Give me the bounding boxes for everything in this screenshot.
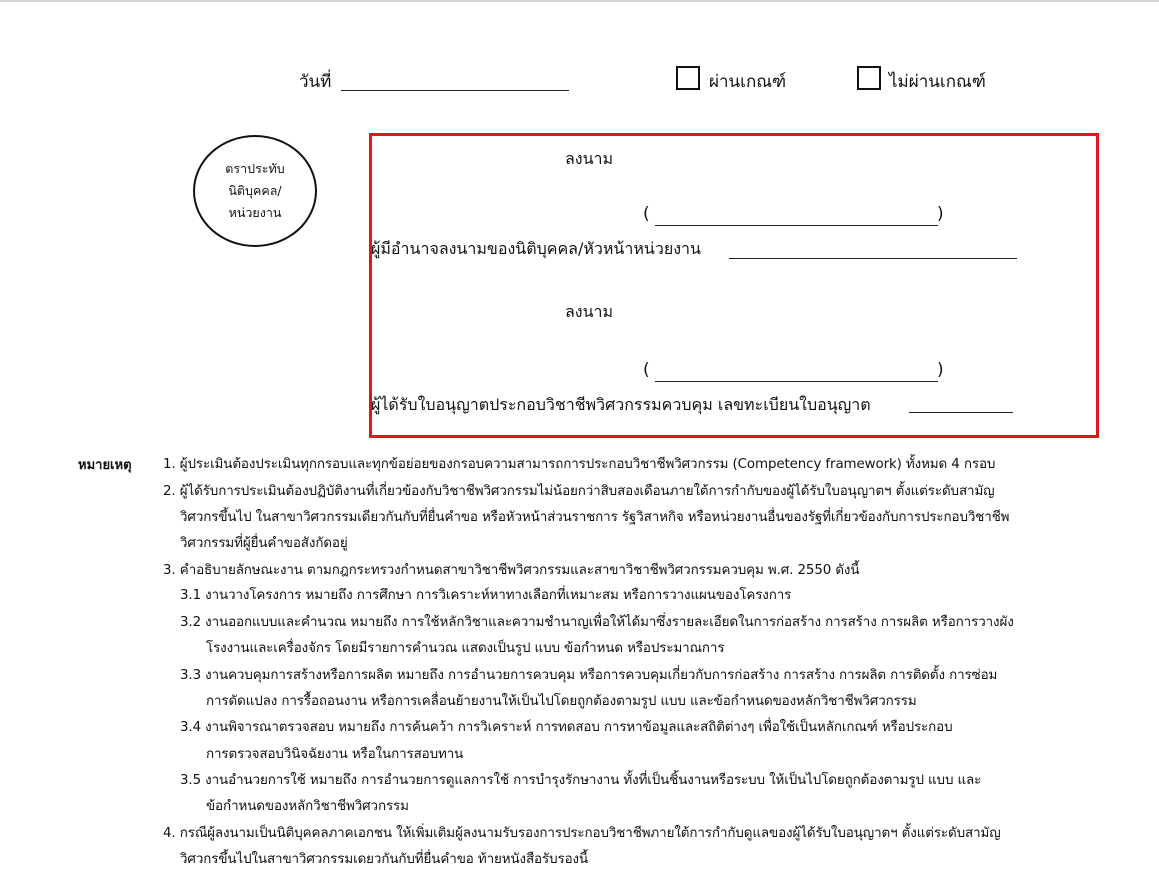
authority-title-label: ผู้มีอำนาจลงนามของนิติบุคคล/หัวหน้าหน่วยงาน — [371, 239, 701, 258]
sign-label-authority: ลงนาม — [565, 149, 614, 168]
note-line: 3. คำอธิบายลักษณะงาน ตามกฎกระทรวงกำหนดสาขาวิชาชีพวิศวกรรมและสาขาวิชาชีพวิศวกรรมควบคุม พ.ศ. 2550 ดังนี้ — [163, 563, 860, 578]
name-field-authority[interactable] — [655, 225, 938, 226]
name-paren-open-licensee: ( — [643, 360, 650, 380]
pass-label: ผ่านเกณฑ์ — [709, 72, 787, 92]
note-line: วิศวกรขึ้นไปในสาขาวิศวกรรมเดยวกันกับที่ยื่นคำขอ ท้ายหนังสือรับรองนี้ — [180, 852, 589, 867]
note-line: 2. ผู้ได้รับการประเมินต้องปฏิบัติงานที่เกี่ยวข้องกับวิชาชีพวิศวกรรมไม่น้อยกว่าสิบสองเดือนภายใต้การกำกับของผู้ได้รับใบอนุญาตฯ ตั้งแต่ระดับสามัญ — [163, 484, 995, 499]
stamp-text-line-2: นิติบุคคล/ — [228, 183, 282, 198]
sign-label-licensee: ลงนาม — [565, 302, 614, 321]
name-paren-close-licensee: ) — [937, 360, 944, 380]
date-field-line[interactable] — [341, 90, 569, 91]
note-line: การดัดแปลง การรื้อถอนงาน หรือการเคลื่อนย้ายงานให้เป็นไปโดยถูกต้องตามรูป แบบ และข้อกำหนดของหลักวิชาชีพวิศวกรรม — [206, 694, 917, 709]
note-line: ข้อกำหนดของหลักวิชาชีพวิศวกรรม — [206, 799, 409, 814]
stamp-text-line-3: หน่วยงาน — [228, 205, 282, 220]
note-line: การตรวจสอบวินิจฉัยงาน หรือในการสอบทาน — [206, 747, 464, 762]
note-line: 3.4 งานพิจารณาตรวจสอบ หมายถึง การค้นคว้า การวิเคราะห์ การทดสอบ การหาข้อมูลและสถิติต่างๆ เพื่อใช้เป็นหลักเกณฑ์ หรือประกอบ — [180, 720, 953, 735]
company-stamp-placeholder — [193, 135, 317, 247]
note-line: วิศวกรขึ้นไป ในสาขาวิศวกรรมเดียวกันกับที่ยื่นคำขอ หรือหัวหน้าส่วนราชการ รัฐวิสาหกิจ หรือหน่วยงานอื่นของรัฐที่เกี่ยวข้องกับการประกอบวิชาชีพ — [180, 510, 1010, 525]
note-line: 3.3 งานควบคุมการสร้างหรือการผลิต หมายถึง การอำนวยการควบคุม หรือการควบคุมเกี่ยวกับการก่อสร้าง การสร้าง การผลิต การติดตั้ง การซ่อม — [180, 668, 998, 683]
note-line: 1. ผู้ประเมินต้องประเมินทุกกรอบและทุกข้อย่อยของกรอบความสามารถการประกอบวิชาชีพวิศวกรรม (Competency framework) ทั้งหมด 4 กรอบ — [163, 457, 996, 472]
note-line: 3.1 งานวางโครงการ หมายถึง การศึกษา การวิเคราะห์หาทางเลือกที่เหมาะสม หรือการวางแผนของโครงการ — [180, 588, 792, 603]
note-line: วิศวกรรมที่ผู้ยื่นคำขอสังกัดอยู่ — [180, 536, 348, 551]
fail-checkbox[interactable] — [857, 66, 881, 90]
note-line: โรงงานและเครื่องจักร โดยมีรายการคำนวณ แสดงเป็นรูป แบบ ข้อกำหนด หรือประมาณการ — [206, 641, 725, 656]
licensee-title-label: ผู้ได้รับใบอนุญาตประกอบวิชาชีพวิศวกรรมควบคุม เลขทะเบียนใบอนุญาต — [371, 395, 871, 414]
date-label: วันที่ — [299, 72, 332, 92]
notes-title: หมายเหตุ — [78, 458, 132, 473]
pass-checkbox[interactable] — [676, 66, 700, 90]
name-paren-close-authority: ) — [937, 204, 944, 224]
note-line: 4. กรณีผู้ลงนามเป็นนิติบุคคลภาคเอกชน ให้เพิ่มเติมผู้ลงนามรับรองการประกอบวิชาชีพภายใต้การกำกับดูแลของผู้ได้รับใบอนุญาตฯ ตั้งแต่ระดับสามัญ — [163, 826, 1001, 841]
top-divider — [0, 0, 1159, 2]
authority-position-field[interactable] — [729, 258, 1017, 259]
name-paren-open-authority: ( — [643, 204, 650, 224]
name-field-licensee[interactable] — [655, 381, 938, 382]
stamp-text-line-1: ตราประทับ — [225, 161, 285, 176]
note-line: 3.5 งานอำนวยการใช้ หมายถึง การอำนวยการดูแลการใช้ การบำรุงรักษางาน ทั้งที่เป็นชิ้นงานหรือระบบ ให้เป็นไปโดยถูกต้องตามรูป แบบ และ — [180, 773, 982, 788]
fail-label: ไม่ผ่านเกณฑ์ — [889, 72, 986, 92]
note-line: 3.2 งานออกแบบและคำนวณ หมายถึง การใช้หลักวิชาและความชำนาญเพื่อให้ได้มาซึ่งรายละเอียดในการก่อสร้าง การสร้าง การผลิต หรือการวางผัง — [180, 615, 1014, 630]
license-number-field[interactable] — [909, 412, 1013, 413]
